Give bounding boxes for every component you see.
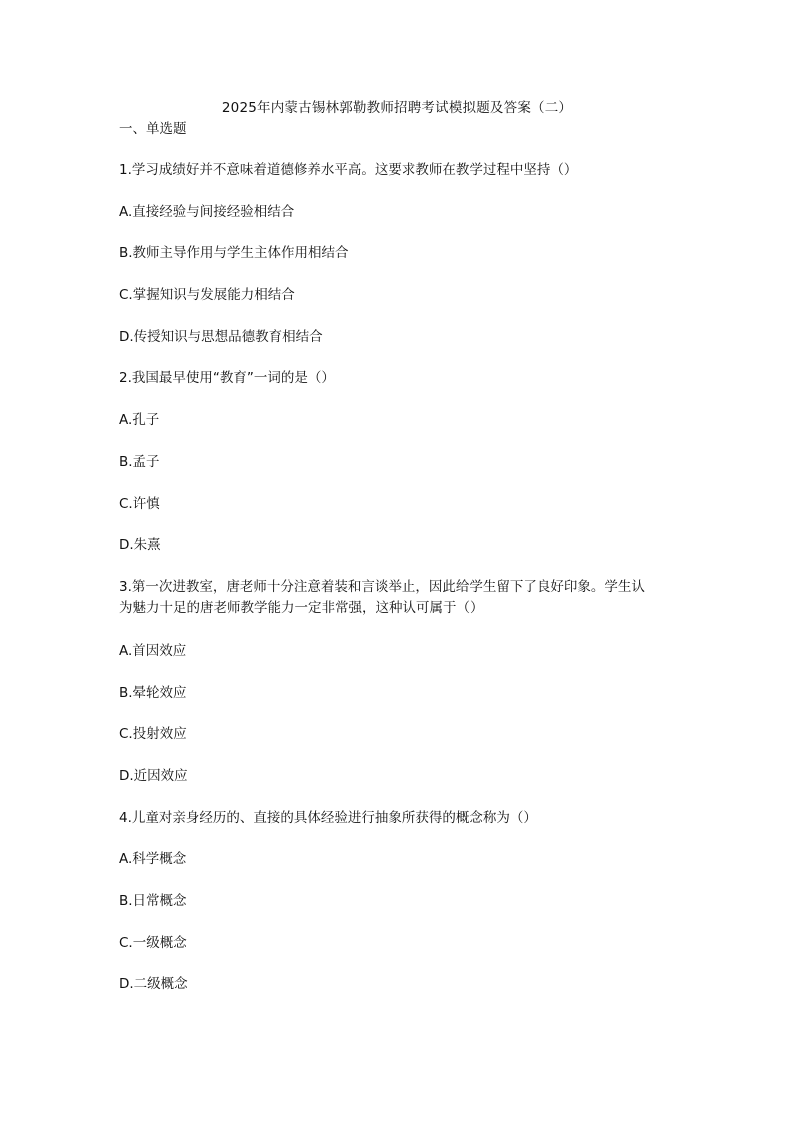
- option-b: B.晕轮效应: [119, 684, 187, 701]
- question-stem: 4.儿童对亲身经历的、直接的具体经验进行抽象所获得的概念称为（）: [119, 809, 537, 826]
- section-heading: 一、单选题: [119, 121, 187, 137]
- option-c: C.一级概念: [119, 934, 187, 951]
- option-b: B.孟子: [119, 453, 160, 470]
- option-c: C.投射效应: [119, 726, 187, 743]
- option-a: A.首因效应: [119, 642, 187, 659]
- option-b: B.教师主导作用与学生主体作用相结合: [119, 245, 349, 262]
- question-list: [119, 161, 679, 1017]
- document-title: 2025年内蒙古锡林郭勒教师招聘考试模拟题及答案（二）: [221, 100, 573, 116]
- question-stem: 1.学习成绩好并不意味着道德修养水平高。这要求教师在教学过程中坚持（）: [119, 162, 578, 178]
- question-stem: 2.我国最早使用“教育”一词的是（）: [119, 370, 335, 387]
- option-d: D.二级概念: [119, 976, 188, 993]
- option-d: D.近因效应: [119, 767, 188, 784]
- question-stem: [119, 578, 679, 617]
- option-c: C.掌握知识与发展能力相结合: [119, 287, 295, 304]
- question-stem-line: 为魅力十足的唐老师教学能力一定非常强，这种认可属于（）: [119, 599, 484, 616]
- option-a: A.直接经验与间接经验相结合: [119, 203, 295, 220]
- option-d: D.朱熹: [119, 537, 161, 554]
- option-d: D.传授知识与思想品德教育相结合: [119, 328, 323, 345]
- option-c: C.许慎: [119, 495, 160, 512]
- question-stem-line: 3.第一次进教室，唐老师十分注意着装和言谈举止，因此给学生留下了良好印象。学生认: [119, 578, 645, 595]
- option-b: B.日常概念: [119, 893, 187, 909]
- option-a: A.孔子: [119, 412, 160, 429]
- option-a: A.科学概念: [119, 851, 187, 868]
